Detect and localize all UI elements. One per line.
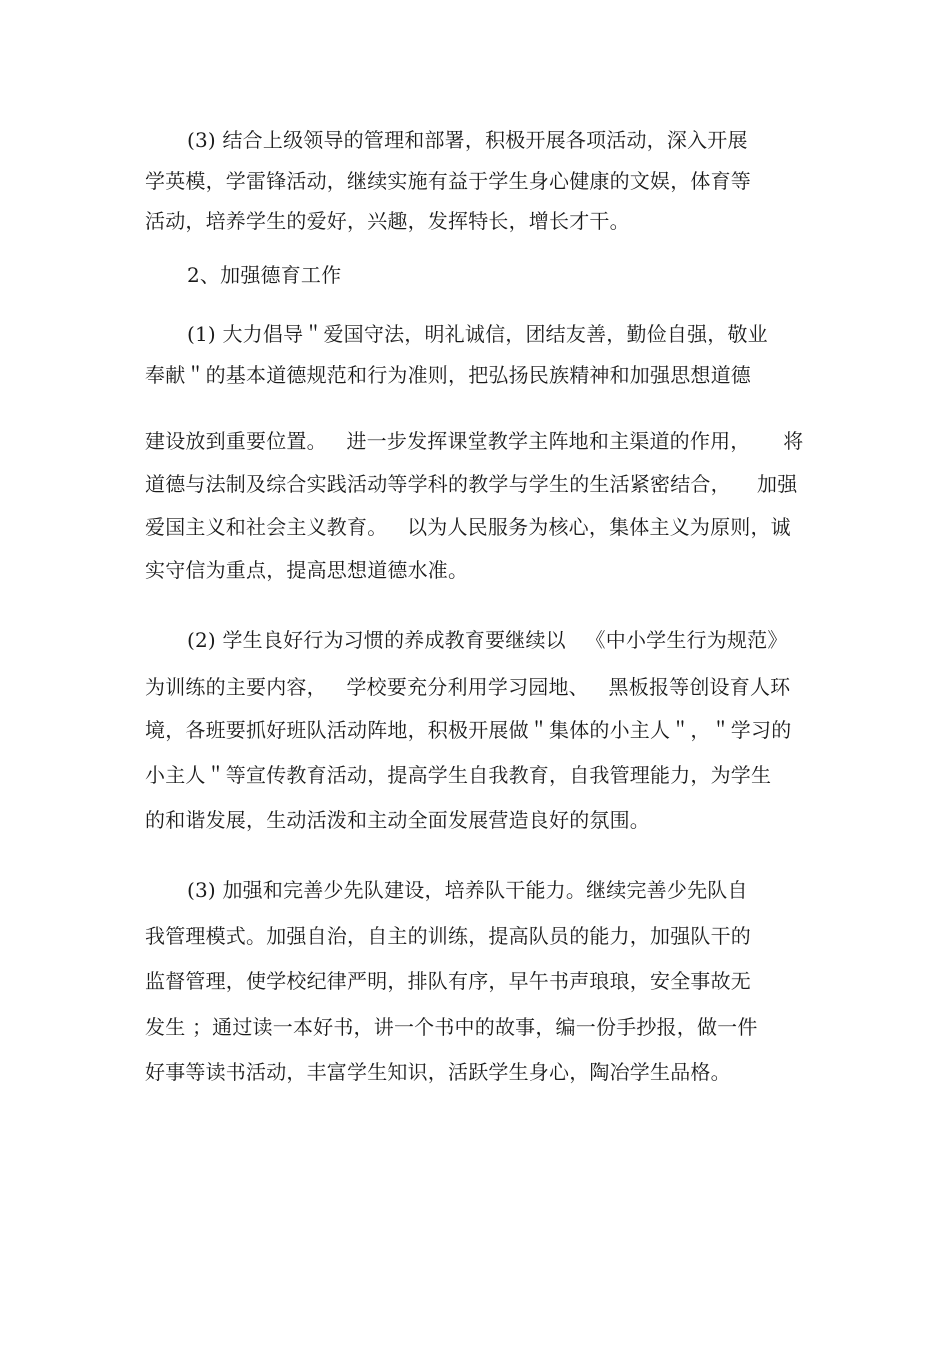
paragraph-1-line-2: 学英模，学雷锋活动，继续实施有益于学生身心健康的文娱，体育等: [145, 169, 751, 193]
paragraph-3-line-3: 爱国主义和社会主义教育。 以为人民服务为核心，集体主义为原则，诚: [145, 515, 791, 539]
paragraph-4-line-3: 境，各班要抓好班队活动阵地，积极开展做＂集体的小主人＂，＂学习的: [145, 718, 792, 742]
paragraph-3-line-1: 建设放到重要位置。 进一步发挥课堂教学主阵地和主渠道的作用， 将: [145, 429, 804, 453]
paragraph-3-line-4: 实守信为重点，提高思想道德水准。: [145, 558, 469, 582]
paragraph-4-line-5: 的和谐发展，生动活泼和主动全面发展营造良好的氛围。: [145, 808, 650, 832]
paragraph-3-line-2: 道德与法制及综合实践活动等学科的教学与学生的生活紧密结合， 加强: [145, 472, 798, 496]
paragraph-5-line-4: 发生 ；通过读一本好书，讲一个书中的故事，编一份手抄报，做一件: [145, 1015, 758, 1039]
paragraph-5-line-3: 监督管理，使学校纪律严明，排队有序，早午书声琅琅，安全事故无: [145, 969, 751, 993]
section-heading-2: 2、加强德育工作: [187, 263, 342, 287]
paragraph-5-line-1: (3) 加强和完善少先队建设，培养队干能力。继续完善少先队自: [187, 878, 748, 902]
paragraph-5-line-5: 好事等读书活动，丰富学生知识，活跃学生身心，陶冶学生品格。: [145, 1060, 731, 1084]
paragraph-5-line-2: 我管理模式。加强自治，自主的训练，提高队员的能力，加强队干的: [145, 924, 751, 948]
paragraph-4-line-4: 小主人＂等宣传教育活动，提高学生自我教育，自我管理能力，为学生: [145, 763, 772, 787]
paragraph-1-line-3: 活动，培养学生的爱好，兴趣，发挥特长，增长才干。: [145, 209, 630, 233]
paragraph-4-line-2: 为训练的主要内容， 学校要充分利用学习园地、 黑板报等创设育人环: [145, 675, 791, 699]
paragraph-1-line-1: (3) 结合上级领导的管理和部署，积极开展各项活动，深入开展: [187, 128, 748, 152]
paragraph-2-line-2: 奉献＂的基本道德规范和行为准则，把弘扬民族精神和加强思想道德: [145, 363, 751, 387]
paragraph-4-line-1: (2) 学生良好行为习惯的养成教育要继续以 《中小学生行为规范》: [187, 628, 788, 652]
paragraph-2-line-1: (1) 大力倡导＂爱国守法，明礼诚信，团结友善，勤俭自强，敬业: [187, 322, 768, 346]
